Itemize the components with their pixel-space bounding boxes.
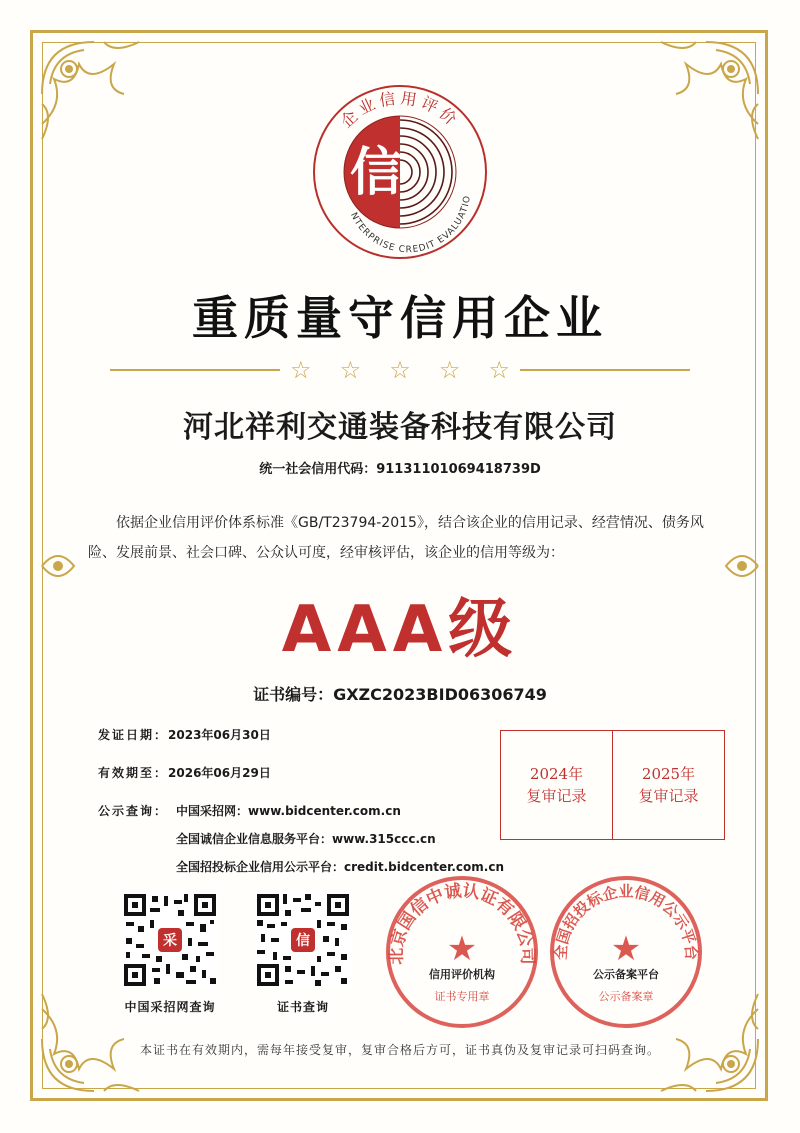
issue-date-value: 2023年06月30日 xyxy=(168,728,271,742)
star-icon: ☆ xyxy=(339,356,362,384)
certificate-title: 重质量守信用企业 xyxy=(192,291,608,345)
star-icon: ★ xyxy=(610,929,642,969)
seal-middle-text: 公示备案平台 xyxy=(593,968,659,981)
star-icon: ☆ xyxy=(488,356,510,384)
corner-ornament xyxy=(656,34,766,144)
seal-certification-company xyxy=(382,872,542,1032)
logo-arc-en: NTERPRISE CREDIT EVALUATIO xyxy=(348,194,473,256)
evaluation-statement: 依据企业信用评价体系标准《GB/T23794-2015》，结合该企业的信用记录、经营情况、债务风险、发展前景、社会口碑、公众认可度，经审核评估，该企业的信用等级为： xyxy=(88,515,704,561)
issue-date xyxy=(98,726,271,743)
credit-code-label: 统一社会信用代码： xyxy=(259,462,377,477)
star-icon: ☆ xyxy=(290,356,312,384)
query-site-credit-bidcenter[interactable]: 全国招投标企业信用公示平台：credit.bidcenter.com.cn xyxy=(176,860,504,874)
qr-caption-certificate: 证书查询 xyxy=(276,1000,329,1014)
star-row xyxy=(290,355,510,385)
certificate-number-label: 证书编号： xyxy=(253,685,334,704)
seal-bottom-text: 证书专用章 xyxy=(434,990,490,1003)
company-name: 河北祥利交通装备科技有限公司 xyxy=(183,410,617,445)
divider-line xyxy=(520,369,690,371)
credit-code-value: 91131101069418739D xyxy=(376,462,541,477)
star-icon: ☆ xyxy=(438,356,461,384)
star-icon: ☆ xyxy=(389,356,411,384)
qr-center-char: 信 xyxy=(296,933,310,949)
query-site-315ccc[interactable]: 全国诚信企业信息服务平台：www.315ccc.cn xyxy=(176,832,436,846)
valid-until-value: 2026年06月29日 xyxy=(168,766,271,780)
seal-public-platform xyxy=(546,872,706,1032)
qr-caption-bidcenter: 中国采招网查询 xyxy=(124,1000,216,1014)
seal-arc-text: 全国招投标企业信用公示平台 xyxy=(551,882,701,961)
credit-code xyxy=(0,458,800,477)
seal-arc-text: 北京国信中诚认证有限公司 xyxy=(386,881,538,965)
credit-evaluation-logo xyxy=(310,82,490,262)
certificate-number-value: GXZC2023BID06306749 xyxy=(333,685,547,704)
valid-until-label: 有效期至： xyxy=(98,766,169,780)
review-record-2024: 2024年 复审记录 xyxy=(526,765,587,805)
divider-line xyxy=(110,369,280,371)
seal-middle-text: 信用评价机构 xyxy=(429,968,495,981)
corner-ornament xyxy=(34,34,144,144)
query-site-bidcenter[interactable]: 中国采招网：www.bidcenter.com.cn xyxy=(176,804,401,818)
credit-grade: AAA级 xyxy=(281,593,519,667)
review-record-2025: 2025年 复审记录 xyxy=(612,731,724,839)
issue-date-label: 发证日期： xyxy=(98,728,169,742)
footer-notice: 本证书在有效期内，需每年接受复审，复审合格后方可，证书真伪及复审记录可扫码查询。 xyxy=(139,1043,660,1057)
star-icon: ★ xyxy=(446,929,478,969)
public-query-label: 公示查询： xyxy=(98,804,169,818)
certificate-number xyxy=(0,682,800,705)
valid-until xyxy=(98,764,271,781)
qr-code-certificate[interactable] xyxy=(255,892,351,988)
qr-code-bidcenter[interactable] xyxy=(122,892,218,988)
seal-bottom-text: 公示备案章 xyxy=(598,990,654,1003)
review-record-box xyxy=(500,730,725,840)
logo-char: 信 xyxy=(349,142,403,203)
logo-arc-cn: 企业信用评价 xyxy=(336,88,464,132)
qr-center-char: 采 xyxy=(163,933,177,949)
